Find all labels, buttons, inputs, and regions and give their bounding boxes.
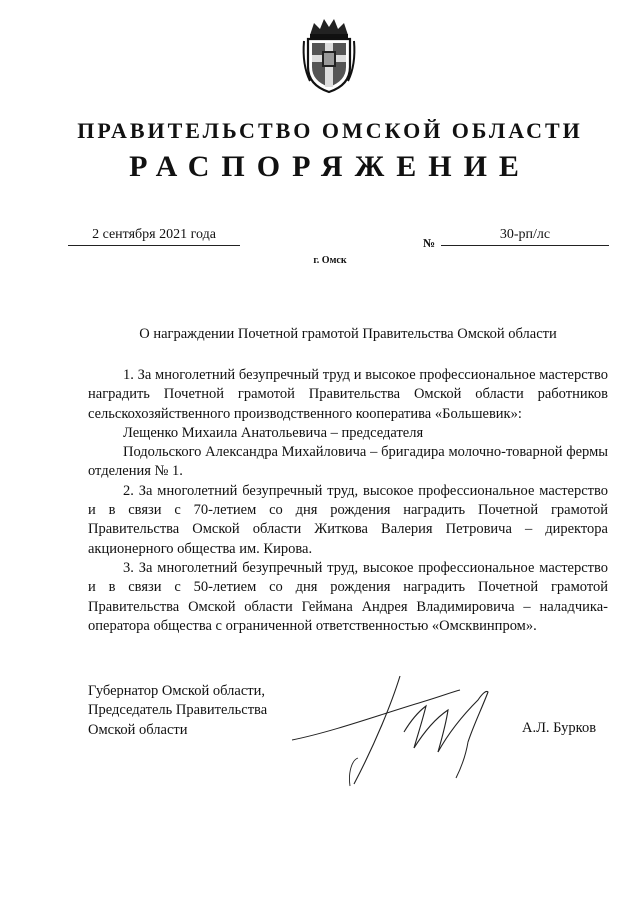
document-date: 2 сентября 2021 года xyxy=(68,227,240,246)
handwritten-signature xyxy=(292,662,512,792)
document-number: 30-рп/лс xyxy=(441,227,609,246)
signatory-position-line: Омской области xyxy=(88,721,188,738)
document-body xyxy=(88,366,608,636)
paragraph-1: 1. За многолетний безупречный труд и высокое профессиональное мастерство наградить Почетной грамотой Правительства Омской области работников сельскохозяйственного производственного кооператива «Большевик»: xyxy=(88,367,608,422)
signatory-position xyxy=(88,682,267,740)
document-city: г. Омск xyxy=(313,255,347,266)
document-number-label: № xyxy=(423,236,436,250)
omsk-coat-of-arms-icon xyxy=(300,15,358,95)
document-type-title: РАСПОРЯЖЕНИЕ xyxy=(129,150,531,183)
awardee-line-2: Подольского Александра Михайловича – бригадира молочно-товарной фермы отделения № 1. xyxy=(88,444,608,480)
government-title: ПРАВИТЕЛЬСТВО ОМСКОЙ ОБЛАСТИ xyxy=(77,118,583,143)
document-subject: О награждении Почетной грамотой Правительства Омской области xyxy=(139,326,557,342)
signatory-position-line: Председатель Правительства xyxy=(88,702,268,719)
awardee-line-1: Лещенко Михаила Анатольевича – председателя xyxy=(123,424,424,441)
paragraph-3: 3. За многолетний безупречный труд, высокое профессиональное мастерство и в связи с 50-летием со дня рождения наградить Почетной грамотой Правительства Омской области Геймана Андрея Владимировича – наладчика-оператора общества с ограниченной ответственностью «Омсквинпром». xyxy=(88,559,608,634)
signatory-name: А.Л. Бурков xyxy=(522,720,597,736)
signatory-position-line: Губернатор Омской области, xyxy=(88,683,265,699)
paragraph-2: 2. За многолетний безупречный труд, высокое профессиональное мастерство и в связи с 70-летием со дня рождения наградить Почетной грамотой Правительства Омской области Житкова Валерия Петровича – директора акционерного общества им. Кирова. xyxy=(88,482,608,557)
